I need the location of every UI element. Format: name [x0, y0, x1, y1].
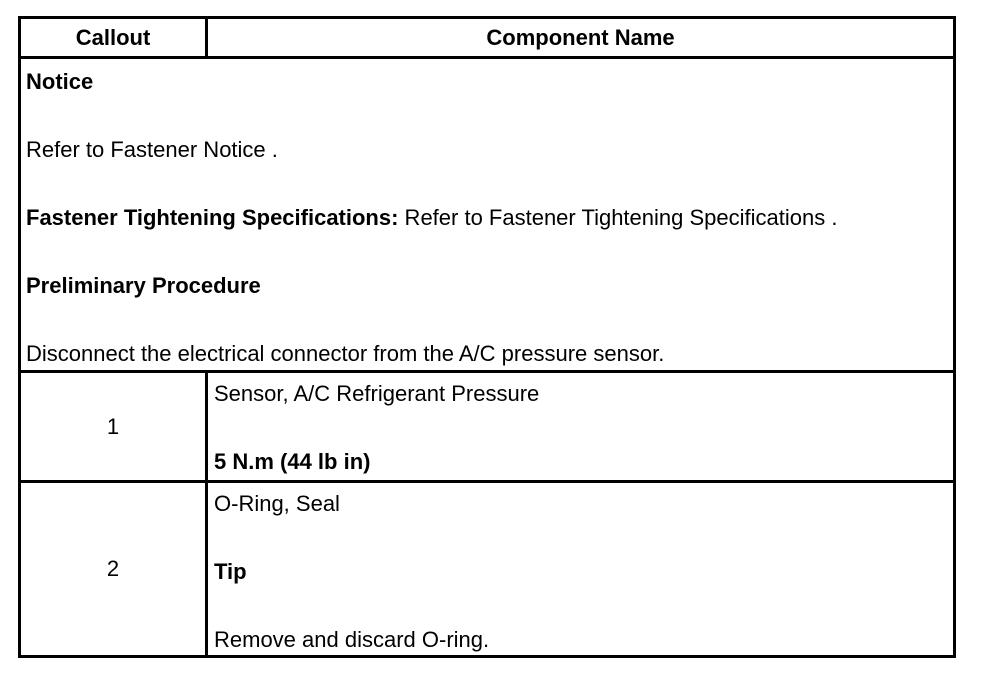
component-name: O-Ring, Seal	[214, 491, 340, 516]
header-callout: Callout	[21, 19, 208, 56]
component-table	[18, 16, 956, 658]
component-name-cell	[208, 483, 953, 655]
component-name-cell	[208, 373, 953, 480]
component-name: Sensor, A/C Refrigerant Pressure	[214, 381, 540, 406]
fastener-spec-text: Refer to Fastener Tightening Specifications .	[398, 205, 838, 230]
fastener-spec-label: Fastener Tightening Specifications:	[26, 205, 399, 230]
header-component-name: Component Name	[486, 24, 675, 50]
tip-heading: Tip	[214, 559, 247, 584]
tip-text: Remove and discard O-ring.	[214, 627, 490, 652]
notice-section	[21, 59, 953, 373]
table-row	[21, 483, 953, 655]
fastener-notice-text: Refer to Fastener Notice .	[26, 137, 278, 162]
callout-cell: 1	[21, 373, 208, 480]
torque-spec: 5 N.m (44 lb in)	[214, 449, 371, 474]
notice-heading: Notice	[26, 69, 94, 94]
preliminary-procedure-text: Disconnect the electrical connector from the A/C pressure sensor.	[26, 341, 665, 366]
callout-cell: 2	[21, 483, 208, 655]
table-header-row	[21, 19, 953, 59]
fastener-spec-line	[26, 205, 837, 231]
table-row	[21, 373, 953, 483]
preliminary-procedure-heading: Preliminary Procedure	[26, 273, 261, 298]
